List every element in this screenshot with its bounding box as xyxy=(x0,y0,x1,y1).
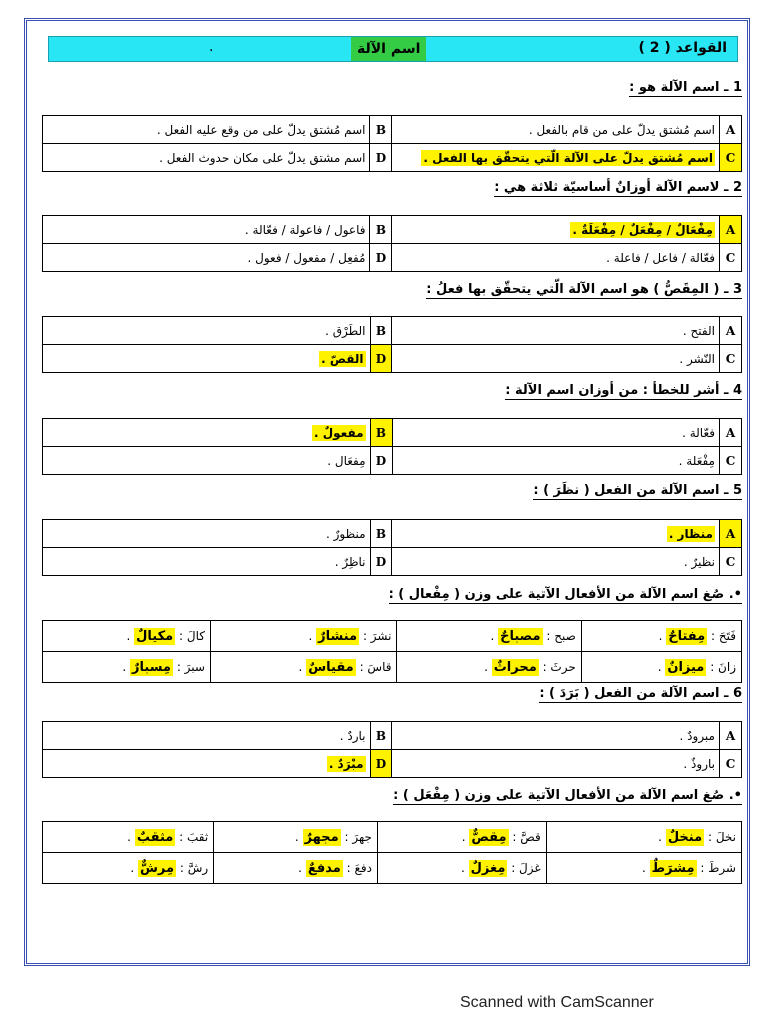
option-a-text xyxy=(392,216,720,244)
option-c-label: C xyxy=(719,244,741,272)
option-d-text: مُفعِل / مفعول / فعول . xyxy=(43,244,370,272)
options-table-5 xyxy=(42,519,742,576)
option-d-text: ناظِرٌ . xyxy=(43,548,371,576)
option-a-label: A xyxy=(719,216,741,244)
options-table-1 xyxy=(42,115,742,172)
header-topic: اسم الآلة xyxy=(351,37,426,61)
worksheet-header xyxy=(48,36,738,62)
option-a-text: الفتح . xyxy=(392,317,719,345)
grid-cell: نشرَ : منشارٌ . xyxy=(210,621,397,652)
grid-mifaal xyxy=(42,620,742,683)
option-b-label: B xyxy=(370,520,392,548)
option-d-text: مِفعَال . xyxy=(43,447,371,475)
answer: محراثٌ xyxy=(493,659,537,675)
option-c-label: C xyxy=(719,345,741,373)
option-a-label: A xyxy=(719,317,741,345)
options-table-4 xyxy=(42,418,742,475)
option-d-text: اسم مشتق يدلّ على مكان حدوث الفعل . xyxy=(43,144,370,172)
option-c-text: مِفْعَلة . xyxy=(392,447,719,475)
correct-answer: القصّ . xyxy=(321,351,364,366)
option-b-label: B xyxy=(370,419,392,447)
correct-answer: مِفْعَالٌ / مِفْعَلٌ / مِفْعَلَةٌ . xyxy=(572,222,713,237)
option-d-label: D xyxy=(370,244,392,272)
answer: منخلٌ xyxy=(667,829,703,845)
grid-cell: قصَّ : مِقصٌّ . xyxy=(377,822,546,853)
option-c-text: نظيرٌ . xyxy=(392,548,720,576)
option-a-label: A xyxy=(719,722,741,750)
option-b-label: B xyxy=(370,116,392,144)
options-table-2 xyxy=(42,215,742,272)
options-table-6 xyxy=(42,721,742,778)
answer: منشارٌ xyxy=(318,628,358,644)
grid-cell: سبرَ : مِسبارٌ . xyxy=(43,652,211,683)
correct-answer: منظار . xyxy=(668,526,713,541)
question-5: 5 ـ اسم الآلة من الفعل ( نظَرَ ) : xyxy=(533,483,742,498)
option-b-text: الطَرْق . xyxy=(43,317,371,345)
option-a-text: مبرودٌ . xyxy=(392,722,720,750)
answer: مِغزلٌ xyxy=(470,860,506,876)
option-b-text: باردٌ . xyxy=(43,722,371,750)
grid-cell: صبح : مصباحٌ . xyxy=(397,621,581,652)
answer: مقياسٌ xyxy=(308,659,354,675)
answer: مِفتاحٌ xyxy=(668,628,706,644)
option-b-label: B xyxy=(370,317,392,345)
correct-answer: مفعولٌ . xyxy=(314,425,364,440)
header-dot: . xyxy=(209,39,214,55)
answer: مِقصٌّ xyxy=(471,829,507,845)
question-3: 3 ـ ( المِقَصُّ ) هو اسم الآلة الّتي يتحقّق بها فعلُ : xyxy=(426,282,742,297)
answer: مِرشٌّ xyxy=(139,860,175,876)
grid-cell: كالَ : مكيالٌ . xyxy=(43,621,211,652)
option-c-label: C xyxy=(719,548,741,576)
answer: مثقبٌ xyxy=(136,829,174,845)
option-d-label: D xyxy=(370,144,392,172)
grid-cell: شرطَ : مِشرَطٌ . xyxy=(546,853,741,884)
question-4: 4 ـ أشر للخطأ : من أوزان اسم الآلة : xyxy=(505,383,742,398)
option-a-text xyxy=(392,520,720,548)
header-title: القواعد ( 2 ) xyxy=(638,40,727,56)
answer: مصباحٌ xyxy=(500,628,541,644)
option-c-label: C xyxy=(719,447,741,475)
option-c-text: النّشر . xyxy=(392,345,719,373)
grid-cell: فَتَحَ : مِفتاحٌ . xyxy=(581,621,741,652)
option-b-text xyxy=(43,419,371,447)
option-b-label: B xyxy=(370,722,392,750)
option-d-text xyxy=(43,345,371,373)
option-a-label: A xyxy=(719,419,741,447)
answer: مِشرَطٌ xyxy=(651,860,695,876)
option-a-text: اسم مُشتق يدلّ على من قام بالفعل . xyxy=(392,116,720,144)
grid-cell: زانَ : ميزانٌ . xyxy=(581,652,741,683)
option-d-text xyxy=(43,750,371,778)
option-c-text: باروذٌ . xyxy=(392,750,720,778)
grid-mifal xyxy=(42,821,742,884)
option-b-text: اسم مُشتق يدلّ على من وقع عليه الفعل . xyxy=(43,116,370,144)
options-table-3 xyxy=(42,316,742,373)
option-b-text: منظورٌ . xyxy=(43,520,371,548)
question-2: 2 ـ لاسم الآلة أوزانٌ أساسيّة ثلاثة هي : xyxy=(494,180,742,195)
answer: مكيالٌ xyxy=(136,628,174,644)
option-d-label: D xyxy=(370,447,392,475)
option-c-text xyxy=(392,144,720,172)
question-1: 1 ـ اسم الآلة هو : xyxy=(629,80,742,95)
option-b-text: فاعول / فاعولة / فعّالة . xyxy=(43,216,370,244)
option-d-label: D xyxy=(370,750,392,778)
option-c-label: C xyxy=(719,144,741,172)
correct-answer: مبْرَدٌ . xyxy=(328,756,364,771)
option-c-label: C xyxy=(719,750,741,778)
grid-cell: دفعَ : مدفعٌ . xyxy=(214,853,378,884)
grid-cell: قاسَ : مقياسٌ . xyxy=(210,652,397,683)
correct-answer: اسم مُشتق يدلّ على الآلة الّتي يتحقّق بها الفعل . xyxy=(423,150,713,165)
section-1-instruction: •. صُغ اسم الآلة من الأفعال الآتية على وزن ( مِفْعال ) : xyxy=(388,587,742,602)
scanner-watermark: Scanned with CamScanner xyxy=(460,994,654,1011)
option-d-label: D xyxy=(370,548,392,576)
grid-cell: حرثَ : محراثٌ . xyxy=(397,652,581,683)
grid-cell: رشَّ : مِرشٌّ . xyxy=(43,853,214,884)
option-a-text: فعّالة . xyxy=(392,419,719,447)
answer: ميزانٌ xyxy=(667,659,705,675)
question-6: 6 ـ اسم الآلة من الفعل ( بَرَدَ ) : xyxy=(539,686,742,701)
option-c-text: فعّالة / فاعل / فاعلة . xyxy=(392,244,720,272)
option-a-label: A xyxy=(719,520,741,548)
option-b-label: B xyxy=(370,216,392,244)
answer: مدفعٌ xyxy=(307,860,341,876)
option-d-label: D xyxy=(370,345,392,373)
answer: مجهرٌ xyxy=(304,829,339,845)
grid-cell: ثقبَ : مثقبٌ . xyxy=(43,822,214,853)
answer: مِسبارٌ xyxy=(132,659,171,675)
grid-cell: نخلَ : منخلٌ . xyxy=(546,822,741,853)
option-a-label: A xyxy=(719,116,741,144)
grid-cell: غزلَ : مِغزلٌ . xyxy=(377,853,546,884)
grid-cell: جهرَ : مجهرٌ . xyxy=(214,822,378,853)
section-2-instruction: •. صُغ اسم الآلة من الأفعال الآتية على وزن ( مِفْعَل ) : xyxy=(393,788,742,803)
